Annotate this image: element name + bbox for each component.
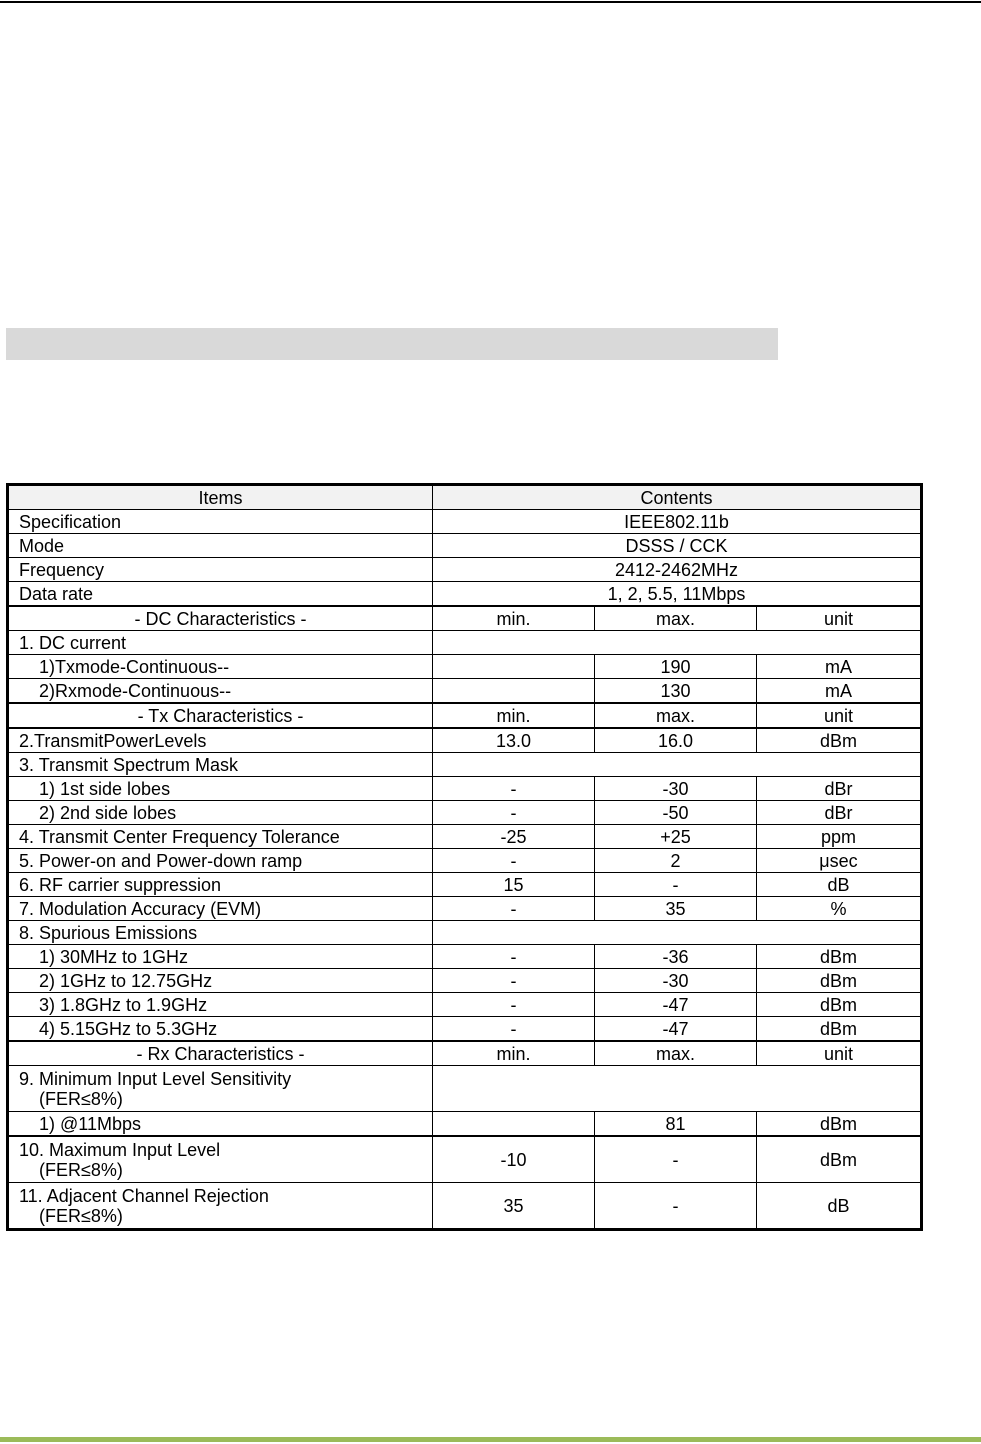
col-min: min. [433, 703, 595, 728]
table-row [9, 753, 921, 777]
cell-min: - [433, 897, 595, 921]
cell-max: 35 [595, 897, 757, 921]
row-label-main: 11. Adjacent Channel Rejection [19, 1185, 269, 1206]
cell-max: 16.0 [595, 728, 757, 753]
table-row [9, 728, 921, 753]
footer-rule [0, 1437, 981, 1442]
cell-max: 2 [595, 849, 757, 873]
cell-unit: dBr [757, 777, 921, 801]
section-heading-bar [6, 328, 778, 360]
cell-unit: % [757, 897, 921, 921]
cell-min: 35 [433, 1183, 595, 1229]
table-row [9, 825, 921, 849]
row-label-sub: (FER≤8%) [39, 1159, 123, 1180]
table-row [9, 534, 921, 558]
table-row [9, 510, 921, 534]
table-row [9, 777, 921, 801]
table-row [9, 1136, 921, 1183]
table-header-row [9, 486, 921, 510]
cell-min: -25 [433, 825, 595, 849]
row-label: 7. Modulation Accuracy (EVM) [9, 897, 433, 921]
cell-unit: ppm [757, 825, 921, 849]
row-label: 1) 1st side lobes [9, 777, 433, 801]
cell-min: - [433, 777, 595, 801]
table-row [9, 558, 921, 582]
cell-unit: dBm [757, 728, 921, 753]
col-max: max. [595, 606, 757, 631]
cell-min: - [433, 801, 595, 825]
table-row [9, 582, 921, 607]
col-max: max. [595, 1041, 757, 1066]
row-label [9, 1136, 433, 1183]
cell-max: -50 [595, 801, 757, 825]
cell-max: 190 [595, 655, 757, 679]
header-items: Items [9, 486, 433, 510]
row-value: 1, 2, 5.5, 11Mbps [433, 582, 921, 607]
row-label: 2) 2nd side lobes [9, 801, 433, 825]
table-row [9, 993, 921, 1017]
row-label [9, 1066, 433, 1112]
cell-unit: dBm [757, 945, 921, 969]
row-label: 2) 1GHz to 12.75GHz [9, 969, 433, 993]
cell-max: 81 [595, 1112, 757, 1137]
row-label: 3) 1.8GHz to 1.9GHz [9, 993, 433, 1017]
col-min: min. [433, 1041, 595, 1066]
empty-cell [433, 921, 921, 945]
cell-unit: dBm [757, 1017, 921, 1042]
row-label-main: 9. Minimum Input Level Sensitivity [19, 1068, 292, 1089]
cell-max: 130 [595, 679, 757, 704]
row-label [9, 1183, 433, 1229]
table-row [9, 1183, 921, 1229]
cell-min: -10 [433, 1136, 595, 1183]
top-rule [0, 1, 981, 3]
row-label: 6. RF carrier suppression [9, 873, 433, 897]
row-label: 1) 30MHz to 1GHz [9, 945, 433, 969]
section-title: - Rx Characteristics - [9, 1041, 433, 1066]
cell-unit: dBm [757, 1136, 921, 1183]
empty-cell [433, 631, 921, 655]
cell-max: -36 [595, 945, 757, 969]
row-label: 3. Transmit Spectrum Mask [9, 753, 433, 777]
cell-unit: dB [757, 873, 921, 897]
cell-min: 15 [433, 873, 595, 897]
row-label: 8. Spurious Emissions [9, 921, 433, 945]
cell-max: -30 [595, 777, 757, 801]
section-title: - Tx Characteristics - [9, 703, 433, 728]
cell-max: - [595, 1136, 757, 1183]
table-row [9, 921, 921, 945]
table-row [9, 1066, 921, 1112]
cell-min [433, 655, 595, 679]
row-label: Mode [9, 534, 433, 558]
row-label: Specification [9, 510, 433, 534]
tx-section-header [9, 703, 921, 728]
table-row [9, 1017, 921, 1042]
cell-unit: dB [757, 1183, 921, 1229]
empty-cell [433, 1066, 921, 1112]
row-label: 4) 5.15GHz to 5.3GHz [9, 1017, 433, 1042]
table-row [9, 801, 921, 825]
row-label: Frequency [9, 558, 433, 582]
cell-unit: dBr [757, 801, 921, 825]
col-min: min. [433, 606, 595, 631]
cell-max: -47 [595, 1017, 757, 1042]
cell-min: - [433, 993, 595, 1017]
col-max: max. [595, 703, 757, 728]
cell-unit: mA [757, 679, 921, 704]
cell-min: 13.0 [433, 728, 595, 753]
row-label: 2)Rxmode-Continuous-- [9, 679, 433, 704]
table-row [9, 679, 921, 704]
header-contents: Contents [433, 486, 921, 510]
col-unit: unit [757, 606, 921, 631]
spec-table [8, 485, 921, 1229]
table-row [9, 873, 921, 897]
cell-max: - [595, 873, 757, 897]
row-label-main: 10. Maximum Input Level [19, 1139, 221, 1160]
cell-unit: dBm [757, 969, 921, 993]
row-label: 5. Power-on and Power-down ramp [9, 849, 433, 873]
cell-max: - [595, 1183, 757, 1229]
cell-min [433, 1112, 595, 1137]
cell-unit: μsec [757, 849, 921, 873]
row-value: IEEE802.11b [433, 510, 921, 534]
cell-max: +25 [595, 825, 757, 849]
row-value: DSSS / CCK [433, 534, 921, 558]
rx-section-header [9, 1041, 921, 1066]
cell-max: -47 [595, 993, 757, 1017]
row-label: 1)Txmode-Continuous-- [9, 655, 433, 679]
cell-min [433, 679, 595, 704]
table-row [9, 631, 921, 655]
table-row [9, 897, 921, 921]
table-row [9, 945, 921, 969]
cell-min: - [433, 945, 595, 969]
cell-min: - [433, 1017, 595, 1042]
cell-min: - [433, 849, 595, 873]
row-label-sub: (FER≤8%) [39, 1088, 123, 1109]
row-value: 2412-2462MHz [433, 558, 921, 582]
table-row [9, 849, 921, 873]
section-title: - DC Characteristics - [9, 606, 433, 631]
row-label: 1) @11Mbps [9, 1112, 433, 1137]
dc-section-header [9, 606, 921, 631]
row-label: 2.TransmitPowerLevels [9, 728, 433, 753]
cell-unit: dBm [757, 1112, 921, 1137]
cell-unit: dBm [757, 993, 921, 1017]
cell-min: - [433, 969, 595, 993]
table-row [9, 969, 921, 993]
col-unit: unit [757, 703, 921, 728]
cell-max: -30 [595, 969, 757, 993]
cell-unit: mA [757, 655, 921, 679]
row-label: Data rate [9, 582, 433, 607]
table-row [9, 1112, 921, 1137]
row-label: 1. DC current [9, 631, 433, 655]
row-label-sub: (FER≤8%) [39, 1205, 123, 1226]
empty-cell [433, 753, 921, 777]
row-label: 4. Transmit Center Frequency Tolerance [9, 825, 433, 849]
table-row [9, 655, 921, 679]
col-unit: unit [757, 1041, 921, 1066]
